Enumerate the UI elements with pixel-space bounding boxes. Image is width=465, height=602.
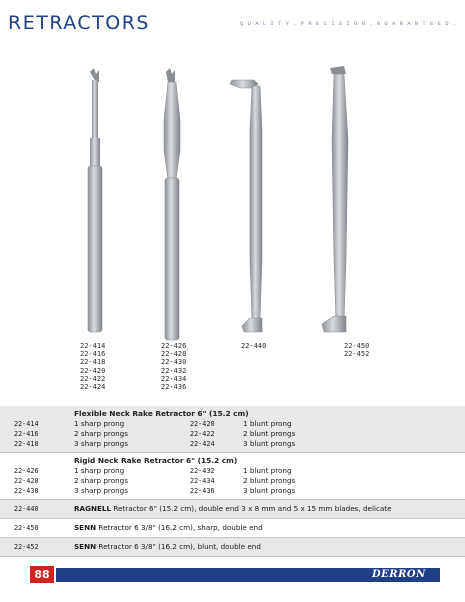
- item-desc: 1 blunt prong: [243, 466, 292, 475]
- item-desc: 2 sharp prongs: [74, 429, 128, 438]
- item-desc: 3 sharp prongs: [74, 439, 128, 448]
- item-code: 22-450: [14, 524, 39, 532]
- rigid-neck-rake-image: [164, 68, 180, 340]
- item-desc: 1 blunt prong: [243, 419, 292, 428]
- item-desc: 3 sharp prongs: [74, 486, 128, 495]
- code-label: 22-450: [344, 342, 370, 350]
- page-title: RETRACTORS: [8, 12, 150, 34]
- rigid-neck-group: [0, 453, 465, 500]
- table-row: [0, 429, 465, 439]
- item-code: 22-414: [14, 420, 39, 428]
- item-desc: 2 blunt prongs: [243, 429, 296, 438]
- instrument-photos: [0, 60, 465, 400]
- table-row: [0, 419, 465, 429]
- table-row: [0, 538, 465, 557]
- table-row: [0, 466, 465, 476]
- item-desc: 3 blunt prongs: [243, 439, 296, 448]
- table-row: [0, 500, 465, 519]
- codes-column-4: [344, 342, 369, 358]
- tagline: QUALITY.PRECISION.GUARANTEED.: [240, 20, 461, 27]
- code-label: 22-422: [80, 374, 106, 383]
- item-code: 22-428: [14, 477, 39, 485]
- code-label: 22-416: [80, 350, 106, 359]
- code-label: 22-432: [161, 366, 187, 375]
- table-row: [0, 439, 465, 449]
- item-detail: Retractor 6 3/8" (16.2 cm), sharp, double end: [96, 523, 263, 532]
- item-desc: [74, 504, 465, 514]
- item-code: 22-420: [190, 420, 215, 428]
- flexible-neck-group: [0, 406, 465, 453]
- senn-retractor-image: [322, 66, 348, 332]
- item-code: 22-418: [14, 440, 39, 448]
- item-name: SENN: [74, 523, 97, 532]
- code-label: 22-418: [80, 358, 106, 367]
- code-label: 22-452: [344, 350, 370, 359]
- table-row: [0, 486, 465, 496]
- code-label: 22-440: [241, 342, 267, 350]
- code-label: 22-428: [161, 350, 187, 359]
- codes-column-1: [80, 342, 105, 391]
- item-code: 22-424: [190, 440, 215, 448]
- item-desc: [74, 523, 465, 533]
- table-row: [0, 476, 465, 486]
- item-code: 22-440: [14, 505, 39, 513]
- item-name: RAGNELL: [74, 504, 112, 513]
- group-title: Flexible Neck Rake Retractor 6" (15.2 cm): [74, 409, 249, 418]
- item-code: 22-422: [190, 430, 215, 438]
- item-desc: 1 sharp prong: [74, 466, 125, 475]
- page-number: 88: [30, 566, 54, 583]
- code-label: 22-414: [80, 342, 106, 350]
- spec-table: [0, 406, 465, 557]
- item-desc: 1 sharp prong: [74, 419, 125, 428]
- code-label: 22-430: [161, 358, 187, 367]
- ragnell-retractor-image: [230, 80, 262, 332]
- item-code: 22-434: [190, 477, 215, 485]
- code-label: 22-434: [161, 374, 187, 383]
- item-code: 22-452: [14, 543, 39, 551]
- group-title: Rigid Neck Rake Retractor 6" (15.2 cm): [74, 456, 238, 465]
- code-label: 22-420: [80, 366, 106, 375]
- code-label: 22-424: [80, 383, 106, 392]
- item-code: 22-416: [14, 430, 39, 438]
- item-desc: [74, 542, 465, 552]
- item-code: 22-432: [190, 467, 215, 475]
- item-name: SENN: [74, 542, 97, 551]
- item-code: 22-430: [14, 487, 39, 495]
- item-detail: Retractor 6" (15.2 cm), double end 3 x 8 mm and 5 x 15 mm blades, delicate: [111, 504, 392, 513]
- code-label: 22-426: [161, 342, 187, 350]
- flexible-neck-rake-image: [88, 68, 102, 332]
- codes-column-2: [161, 342, 186, 391]
- item-desc: 2 blunt prongs: [243, 476, 296, 485]
- item-code: 22-426: [14, 467, 39, 475]
- item-detail: Retractor 6 3/8" (16.2 cm), blunt, double end: [96, 542, 261, 551]
- brand-logo: DERRON: [372, 569, 426, 580]
- item-desc: 2 sharp prongs: [74, 476, 128, 485]
- table-row: [0, 519, 465, 538]
- item-desc: 3 blunt prongs: [243, 486, 296, 495]
- code-label: 22-436: [161, 383, 187, 392]
- item-code: 22-436: [190, 487, 215, 495]
- codes-column-3: [241, 342, 266, 350]
